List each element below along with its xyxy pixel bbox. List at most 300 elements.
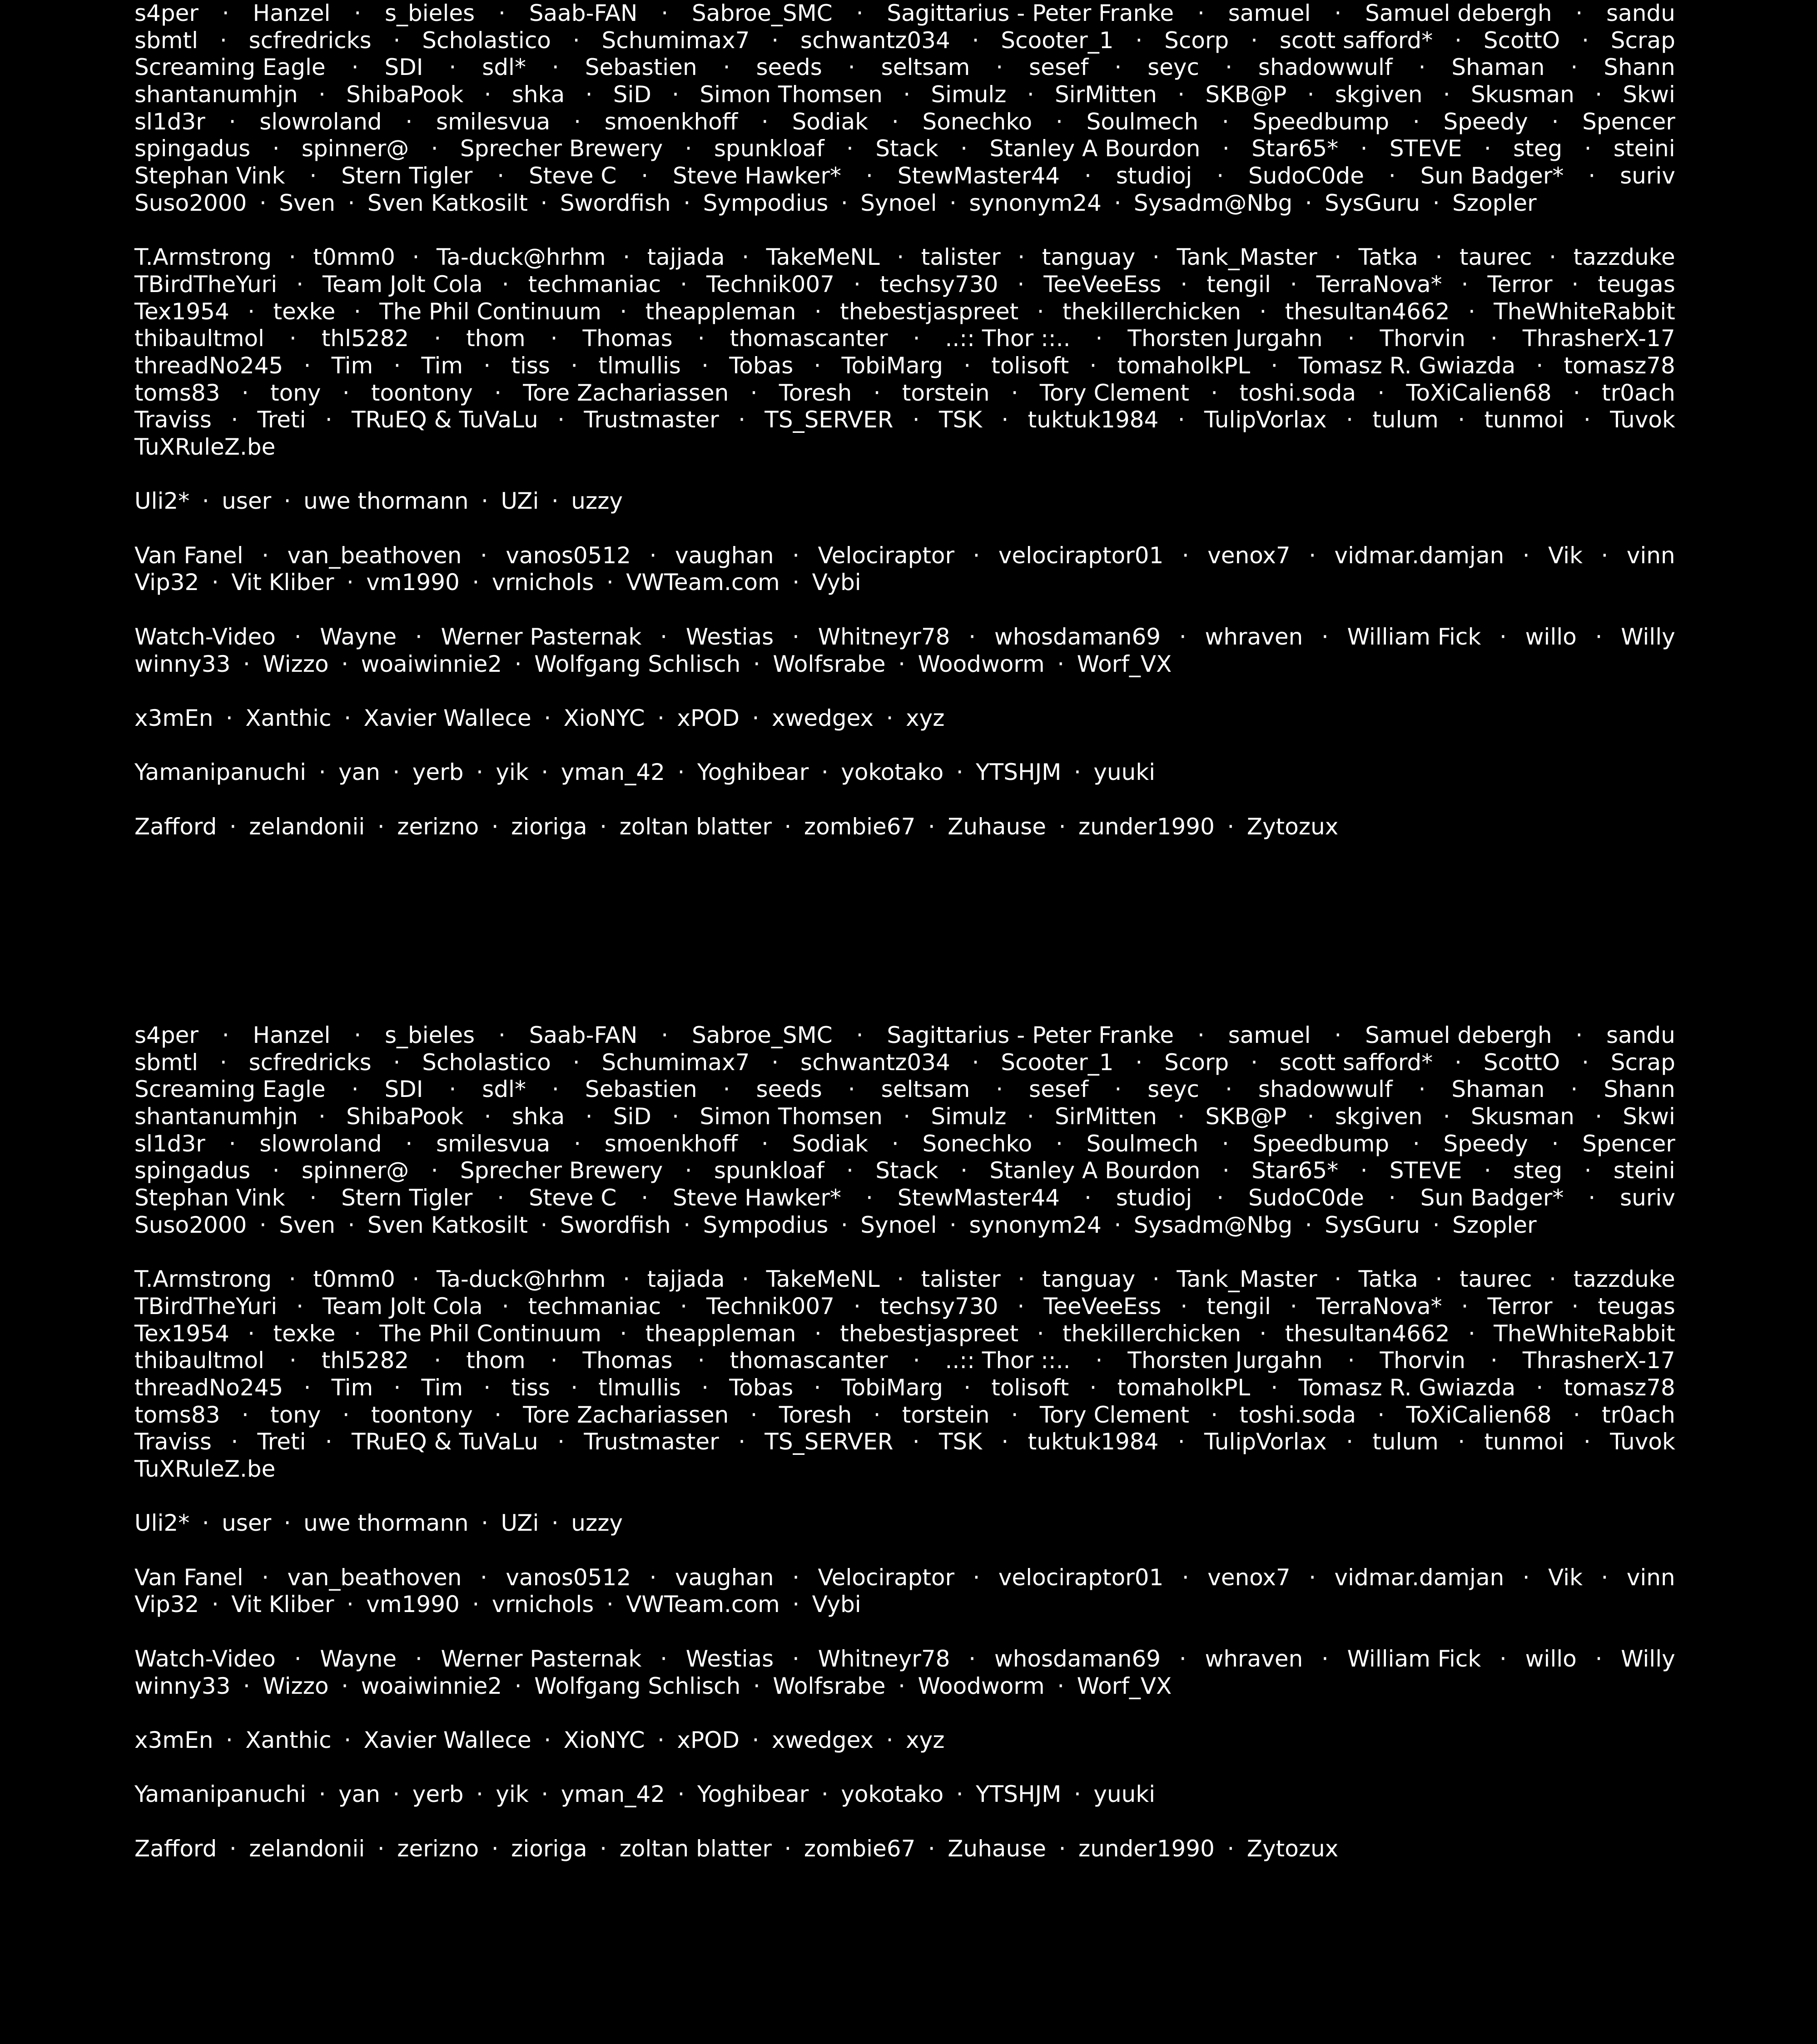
credits-line (134, 0, 1675, 27)
contributor-name: synonym24 (969, 189, 1102, 216)
contributor-name: thl5282 (321, 325, 409, 352)
contributor-name: shantanumhjn (134, 1103, 298, 1130)
separator-dot: · (738, 407, 745, 433)
separator-dot: · (1522, 542, 1530, 569)
contributor-name: vm1990 (366, 1591, 460, 1618)
separator-dot: · (657, 1726, 665, 1753)
separator-dot: · (574, 108, 581, 135)
contributor-name: Tomasz R. Gwiazda (1298, 352, 1516, 379)
separator-dot: · (680, 271, 688, 298)
contributor-name: thomascanter (730, 325, 888, 352)
separator-dot: · (544, 704, 551, 731)
contributor-name: s_bieles (385, 1022, 475, 1048)
separator-dot: · (1271, 352, 1278, 379)
separator-dot: · (1522, 1564, 1530, 1591)
separator-dot: · (1221, 108, 1229, 135)
contributor-name: tunmoi (1484, 1429, 1564, 1455)
separator-dot: · (865, 1185, 873, 1211)
contributor-name: Stephan Vink (134, 163, 285, 189)
contributor-name: t0mm0 (313, 244, 395, 271)
contributor-name: Steve Hawker* (673, 1185, 842, 1211)
contributor-name: tiss (511, 352, 550, 379)
contributor-name: Saab-FAN (529, 0, 638, 26)
separator-dot: · (229, 1835, 237, 1862)
separator-dot: · (968, 1645, 976, 1672)
contributor-name: thebestjaspreet (840, 1320, 1019, 1347)
credits-group-z (134, 1836, 1675, 1863)
separator-dot: · (483, 1374, 491, 1401)
contributor-name: Scooter_1 (1001, 27, 1114, 54)
separator-dot: · (225, 704, 233, 731)
separator-dot: · (483, 352, 491, 379)
contributor-name: toontony (371, 1401, 473, 1428)
separator-dot: · (677, 1781, 685, 1808)
contributor-name: toms83 (134, 379, 220, 406)
contributor-name: tanguay (1042, 1266, 1136, 1293)
credits-line (134, 1646, 1675, 1673)
separator-dot: · (701, 352, 709, 379)
separator-dot: · (262, 1564, 269, 1591)
separator-dot: · (1584, 1157, 1592, 1184)
contributor-name: TS_SERVER (765, 407, 894, 433)
separator-dot: · (865, 163, 873, 189)
separator-dot: · (814, 298, 822, 325)
contributor-name: sesef (1029, 54, 1089, 81)
separator-dot: · (283, 488, 291, 515)
contributor-name: texke (273, 1320, 336, 1347)
separator-dot: · (1588, 1185, 1596, 1211)
contributor-name: thom (466, 1347, 526, 1374)
separator-dot: · (341, 1672, 349, 1699)
contributor-name: Sprecher Brewery (460, 1157, 663, 1184)
separator-dot: · (1180, 1293, 1188, 1320)
contributor-name: Yoghibear (697, 1781, 809, 1808)
separator-dot: · (1377, 1401, 1385, 1428)
contributor-name: ThrasherX-17 (1522, 325, 1675, 352)
separator-dot: · (784, 1835, 792, 1862)
contributor-name: Sven Katkosilt (367, 1211, 528, 1238)
separator-dot: · (296, 1293, 303, 1320)
contributor-name: shka (511, 1103, 565, 1130)
contributor-name: schwantz034 (800, 27, 950, 54)
contributor-name: TulipVorlax (1204, 407, 1327, 433)
separator-dot: · (1180, 271, 1188, 298)
contributor-name: Werner Pasternak (441, 1645, 642, 1672)
separator-dot: · (846, 1157, 854, 1184)
separator-dot: · (480, 1564, 487, 1591)
contributor-name: smoenkhoff (604, 1130, 738, 1157)
separator-dot: · (1225, 54, 1232, 81)
contributor-name: uwe thormann (303, 488, 469, 515)
contributor-name: thomascanter (730, 1347, 888, 1374)
separator-dot: · (494, 1401, 501, 1428)
separator-dot: · (550, 325, 558, 352)
credits-group-x (134, 705, 1675, 732)
separator-dot: · (1583, 1429, 1591, 1455)
contributor-name: uzzy (571, 1510, 623, 1537)
contributor-name: thibaultmol (134, 1347, 264, 1374)
separator-dot: · (431, 1157, 438, 1184)
separator-dot: · (541, 759, 549, 786)
separator-dot: · (449, 54, 457, 81)
separator-dot: · (1595, 1645, 1603, 1672)
separator-dot: · (956, 759, 963, 786)
contributor-name: Tex1954 (134, 1320, 229, 1347)
contributor-name: StewMaster44 (897, 1185, 1060, 1211)
credits-line (134, 27, 1675, 55)
contributor-name: spinner@ (301, 135, 409, 162)
separator-dot: · (540, 189, 548, 216)
contributor-name: Sprecher Brewery (460, 135, 663, 162)
separator-dot: · (415, 623, 422, 650)
separator-dot: · (1211, 379, 1218, 406)
contributor-name: StewMaster44 (897, 163, 1060, 189)
separator-dot: · (1346, 1429, 1353, 1455)
credits-line (134, 542, 1675, 570)
separator-dot: · (1455, 27, 1462, 54)
separator-dot: · (571, 352, 578, 379)
contributor-name: yerb (412, 759, 464, 786)
contributor-name: Xavier Wallece (363, 1726, 531, 1753)
separator-dot: · (484, 1103, 491, 1130)
separator-dot: · (219, 27, 227, 54)
contributor-name: vrnichols (491, 1591, 594, 1618)
separator-dot: · (481, 1510, 489, 1537)
separator-dot: · (792, 623, 799, 650)
separator-dot: · (1583, 407, 1591, 433)
separator-dot: · (1432, 1211, 1440, 1238)
contributor-name: sl1d3r (134, 108, 205, 135)
contributor-name: texke (273, 298, 336, 325)
contributor-name: seltsam (881, 1076, 970, 1103)
contributor-name: TheWhiteRabbit (1494, 1320, 1675, 1347)
separator-dot: · (1468, 1320, 1475, 1347)
contributor-name: Simon Thomsen (700, 81, 883, 108)
separator-dot: · (660, 623, 667, 650)
contributor-name: Scrap (1610, 1049, 1675, 1076)
separator-dot: · (491, 1835, 499, 1862)
contributor-name: uzzy (571, 488, 623, 515)
contributor-name: SysGuru (1325, 1211, 1420, 1238)
separator-dot: · (620, 298, 627, 325)
contributor-name: xwedgex (771, 704, 874, 731)
contributor-name: toshi.soda (1239, 379, 1356, 406)
contributor-name: Watch-Video (134, 1645, 276, 1672)
contributor-name: Schumimax7 (601, 27, 750, 54)
contributor-name: shantanumhjn (134, 81, 298, 108)
contributor-name: Tim (331, 352, 373, 379)
contributor-name: x3mEn (134, 704, 213, 731)
contributor-name: Steve C (529, 163, 617, 189)
separator-dot: · (202, 488, 209, 515)
contributor-name: vidmar.damjan (1334, 542, 1504, 569)
credits-group-u (134, 488, 1675, 515)
contributor-name: thesultan4662 (1285, 298, 1450, 325)
contributor-name: Sagittarius - Peter Franke (887, 1022, 1174, 1048)
contributor-name: SDI (384, 1076, 423, 1103)
contributor-name: Shann (1604, 1076, 1675, 1103)
contributor-name: Scooter_1 (1001, 1049, 1114, 1076)
contributor-name: SudoC0de (1248, 163, 1365, 189)
contributor-name: Zuhause (948, 813, 1047, 840)
credits-line (134, 1266, 1675, 1293)
contributor-name: vrnichols (491, 569, 594, 596)
credits-line (134, 1727, 1675, 1754)
separator-dot: · (1601, 542, 1608, 569)
contributor-name: Wayne (320, 1645, 397, 1672)
contributor-name: vanos0512 (506, 1564, 631, 1591)
separator-dot: · (248, 1320, 255, 1347)
contributor-name: Treti (257, 1429, 306, 1455)
separator-dot: · (972, 1049, 979, 1076)
separator-dot: · (1251, 1049, 1258, 1076)
separator-dot: · (1211, 1401, 1218, 1428)
contributor-name: Wolfsrabe (773, 1672, 886, 1699)
separator-dot: · (661, 0, 669, 26)
separator-dot: · (353, 298, 361, 325)
contributor-name: William Fick (1347, 623, 1481, 650)
separator-dot: · (1017, 271, 1025, 298)
separator-dot: · (784, 813, 792, 840)
credits-line (134, 81, 1675, 109)
separator-dot: · (1595, 81, 1603, 108)
separator-dot: · (928, 813, 935, 840)
contributor-name: Sagittarius - Peter Franke (887, 0, 1174, 26)
separator-dot: · (476, 759, 483, 786)
separator-dot: · (840, 189, 848, 216)
credits-line (134, 651, 1675, 678)
contributor-name: yman_42 (561, 759, 665, 786)
contributor-name: Screaming Eagle (134, 1076, 326, 1103)
credits-group-w (134, 1646, 1675, 1700)
contributor-name: tolisoft (991, 1374, 1069, 1401)
contributor-name: Samuel debergh (1365, 0, 1552, 26)
contributor-name: uwe thormann (303, 1510, 469, 1537)
contributor-name: Vip32 (134, 569, 199, 596)
contributor-name: ShibaPook (346, 1103, 464, 1130)
contributor-name: whraven (1205, 623, 1303, 650)
separator-dot: · (898, 1672, 905, 1699)
contributor-name: winny33 (134, 650, 231, 677)
contributor-name: torstein (902, 1401, 990, 1428)
separator-dot: · (848, 54, 855, 81)
separator-dot: · (1037, 298, 1044, 325)
contributor-name: smilesvua (436, 1130, 551, 1157)
contributor-name: Suso2000 (134, 1211, 247, 1238)
separator-dot: · (1412, 108, 1420, 135)
separator-dot: · (353, 1320, 361, 1347)
separator-dot: · (1571, 271, 1579, 298)
separator-dot: · (1334, 1022, 1342, 1048)
credits-line (134, 1131, 1675, 1158)
contributor-name: slowroland (259, 1130, 382, 1157)
credits-line (134, 190, 1675, 217)
separator-dot: · (898, 650, 905, 677)
contributor-name: suriv (1620, 1185, 1675, 1211)
separator-dot: · (814, 1374, 821, 1401)
contributor-name: Thorvin (1380, 1347, 1466, 1374)
separator-dot: · (1573, 379, 1580, 406)
separator-dot: · (571, 1374, 578, 1401)
separator-dot: · (1595, 623, 1603, 650)
contributor-name: Wizzo (263, 650, 329, 677)
contributor-name: Traviss (134, 1429, 212, 1455)
contributor-name: tajjada (647, 244, 725, 271)
credits-line (134, 1157, 1675, 1185)
contributor-name: zunder1990 (1078, 813, 1215, 840)
contributor-name: xyz (906, 1726, 945, 1753)
separator-dot: · (1499, 1645, 1507, 1672)
separator-dot: · (551, 1510, 559, 1537)
separator-dot: · (344, 1726, 351, 1753)
contributor-name: tanguay (1042, 244, 1136, 271)
contributor-name: William Fick (1347, 1645, 1481, 1672)
contributor-name: TakeMeNL (766, 244, 880, 271)
contributor-name: theappleman (645, 298, 796, 325)
separator-dot: · (672, 1103, 680, 1130)
contributor-name: Westias (685, 623, 774, 650)
separator-dot: · (1571, 1293, 1579, 1320)
contributor-name: Terror (1487, 1293, 1553, 1320)
separator-dot: · (294, 623, 302, 650)
contributor-name: Thorsten Jurgahn (1127, 325, 1323, 352)
credits-group-t (134, 1266, 1675, 1483)
contributor-name: Wolfsrabe (773, 650, 886, 677)
separator-dot: · (1114, 54, 1122, 81)
separator-dot: · (1334, 244, 1342, 271)
separator-dot: · (342, 1401, 350, 1428)
separator-dot: · (228, 108, 236, 135)
contributor-name: Scorp (1164, 1049, 1229, 1076)
separator-dot: · (318, 1781, 326, 1808)
contributor-name: seyc (1147, 1076, 1200, 1103)
separator-dot: · (886, 1726, 894, 1753)
separator-dot: · (683, 1211, 691, 1238)
separator-dot: · (1536, 1374, 1544, 1401)
separator-dot: · (1334, 0, 1342, 26)
separator-dot: · (1177, 1103, 1185, 1130)
separator-dot: · (1027, 81, 1034, 108)
separator-dot: · (393, 1374, 401, 1401)
contributor-name: seeds (756, 1076, 822, 1103)
contributor-name: tlmullis (598, 1374, 681, 1401)
contributor-name: vaughan (675, 1564, 774, 1591)
contributor-name: seltsam (881, 54, 970, 81)
contributor-name: spingadus (134, 1157, 251, 1184)
separator-dot: · (540, 1211, 548, 1238)
contributor-name: velociraptor01 (998, 1564, 1164, 1591)
contributor-name: Tuvok (1610, 1429, 1675, 1455)
contributor-name: thibaultmol (134, 325, 264, 352)
separator-dot: · (1388, 1185, 1396, 1211)
contributor-name: willo (1525, 623, 1577, 650)
contributor-name: yik (496, 1781, 529, 1808)
contributor-name: The Phil Continuum (379, 1320, 601, 1347)
separator-dot: · (541, 1781, 549, 1808)
contributor-name: user (222, 1510, 272, 1537)
contributor-name: Tank_Master (1177, 1266, 1317, 1293)
credits-line (134, 352, 1675, 380)
credits-line (134, 1781, 1675, 1808)
separator-dot: · (1388, 163, 1396, 189)
separator-dot: · (431, 135, 438, 162)
contributor-name: zoltan blatter (619, 813, 772, 840)
contributor-name: Whitneyr78 (818, 623, 950, 650)
credits-group-x (134, 1727, 1675, 1754)
separator-dot: · (219, 1049, 227, 1076)
contributor-name: Watch-Video (134, 623, 276, 650)
contributor-name: Tank_Master (1177, 244, 1317, 271)
contributor-name: Wolfgang Schlisch (534, 1672, 741, 1699)
separator-dot: · (1222, 1157, 1230, 1184)
separator-dot: · (1321, 1645, 1329, 1672)
separator-dot: · (649, 542, 657, 569)
separator-dot: · (585, 1103, 593, 1130)
contributor-name: Scholastico (422, 1049, 551, 1076)
separator-dot: · (1018, 1266, 1025, 1293)
separator-dot: · (1435, 244, 1443, 271)
separator-dot: · (557, 1429, 565, 1455)
separator-dot: · (968, 623, 976, 650)
separator-dot: · (288, 1266, 296, 1293)
contributor-name: Sabroe_SMC (691, 0, 833, 26)
separator-dot: · (1551, 1130, 1559, 1157)
contributor-name: Sun Badger* (1420, 163, 1564, 189)
contributor-name: steini (1613, 1157, 1675, 1184)
contributor-name: Spencer (1582, 1130, 1675, 1157)
separator-dot: · (289, 1347, 297, 1374)
contributor-name: T.Armstrong (134, 1266, 272, 1293)
separator-dot: · (243, 1672, 250, 1699)
separator-dot: · (873, 379, 881, 406)
separator-dot: · (1309, 1564, 1316, 1591)
contributor-name: Tory Clement (1039, 379, 1189, 406)
separator-dot: · (903, 1103, 911, 1130)
contributor-name: tomasz78 (1564, 1374, 1675, 1401)
contributor-name: vidmar.damjan (1334, 1564, 1504, 1591)
contributor-name: tulum (1372, 407, 1439, 433)
separator-dot: · (846, 135, 854, 162)
credits-line (134, 759, 1675, 786)
contributor-name: tengil (1206, 1293, 1271, 1320)
contributor-name: venox7 (1207, 542, 1291, 569)
separator-dot: · (491, 813, 499, 840)
separator-dot: · (750, 1401, 758, 1428)
credits-line (134, 624, 1675, 651)
separator-dot: · (913, 1347, 920, 1374)
contributor-name: taurec (1459, 244, 1532, 271)
contributor-name: tony (270, 379, 321, 406)
separator-dot: · (814, 352, 821, 379)
separator-dot: · (1458, 407, 1465, 433)
separator-dot: · (392, 1781, 400, 1808)
credits-line (134, 407, 1675, 434)
separator-dot: · (325, 1429, 333, 1455)
separator-dot: · (1179, 623, 1187, 650)
contributor-name: TulipVorlax (1204, 1429, 1327, 1455)
separator-dot: · (1582, 1049, 1589, 1076)
contributor-name: seeds (756, 54, 822, 81)
contributor-name: van_beathoven (287, 542, 462, 569)
separator-dot: · (1197, 1022, 1205, 1048)
contributor-name: vm1990 (366, 569, 460, 596)
separator-dot: · (484, 81, 491, 108)
contributor-name: VWTeam.com (626, 569, 780, 596)
contributor-name: SirMitten (1055, 81, 1157, 108)
contributor-name: seyc (1147, 54, 1200, 81)
contributor-name: Swordfish (560, 1211, 671, 1238)
contributor-name: tr0ach (1602, 379, 1675, 406)
